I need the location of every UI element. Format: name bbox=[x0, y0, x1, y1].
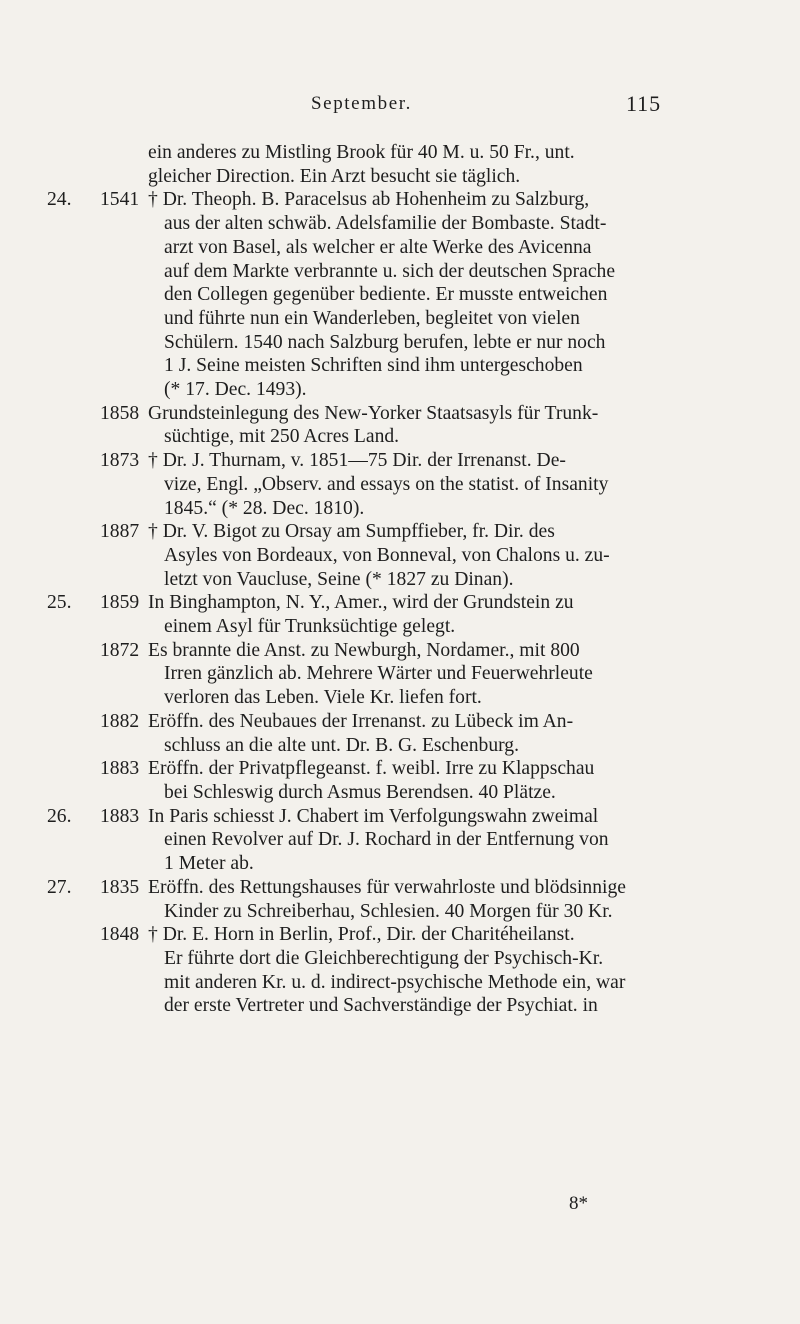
text-line: süchtige, mit 250 Acres Land. bbox=[164, 426, 400, 448]
entry-year: 1882 bbox=[100, 710, 140, 732]
entry-year: 1883 bbox=[100, 758, 140, 780]
text-line: In Binghampton, N. Y., Amer., wird der Grundstein zu bbox=[148, 592, 574, 614]
text-line: Grundsteinlegung des New-Yorker Staatsasyls für Trunk- bbox=[148, 402, 599, 424]
chronicle-entry bbox=[0, 876, 800, 923]
text-line: mit anderen Kr. u. d. indirect-psychische Methode ein, war bbox=[164, 971, 626, 993]
running-title: September. bbox=[311, 93, 412, 114]
entry-text bbox=[148, 591, 664, 638]
entry-year: 1883 bbox=[100, 805, 140, 827]
text-line: † Dr. E. Horn in Berlin, Prof., Dir. der Charitéheilanst. bbox=[148, 924, 575, 946]
text-line: gleicher Direction. Ein Arzt besucht sie täglich. bbox=[148, 165, 521, 187]
entry-year: 1835 bbox=[100, 876, 140, 898]
text-line: Eröffn. des Rettungshauses für verwahrloste und blödsinnige bbox=[148, 876, 626, 898]
text-line: einem Asyl für Trunksüchtige gelegt. bbox=[164, 616, 456, 638]
entry-year: 1859 bbox=[100, 592, 140, 614]
entry-year: 1858 bbox=[100, 402, 140, 424]
text-line: In Paris schiesst J. Chabert im Verfolgungswahn zweimal bbox=[148, 805, 599, 827]
text-line: den Collegen gegenüber bediente. Er musste entweichen bbox=[164, 284, 608, 306]
text-line: 1 J. Seine meisten Schriften sind ihm untergeschoben bbox=[164, 355, 583, 377]
day-number: 27. bbox=[47, 876, 72, 898]
text-line: arzt von Basel, als welcher er alte Werke des Avicenna bbox=[164, 236, 592, 258]
text-line: ein anderes zu Mistling Brook für 40 M. u. 50 Fr., unt. bbox=[148, 142, 575, 163]
entry-text bbox=[148, 876, 664, 923]
text-line: Es brannte die Anst. zu Newburgh, Nordamer., mit 800 bbox=[148, 639, 580, 661]
entry-text bbox=[148, 757, 664, 804]
text-line: schluss an die alte unt. Dr. B. G. Eschenburg. bbox=[164, 734, 519, 756]
entry-text bbox=[148, 141, 665, 188]
page-number: 115 bbox=[626, 91, 662, 116]
text-line: † Dr. V. Bigot zu Orsay am Sumpffieber, fr. Dir. des bbox=[148, 521, 555, 543]
text-line: 1845.“ (* 28. Dec. 1810). bbox=[164, 497, 365, 519]
chronicle-entry bbox=[0, 923, 800, 1018]
text-line: bei Schleswig durch Asmus Berendsen. 40 Plätze. bbox=[164, 781, 556, 803]
chronicle-entry bbox=[0, 402, 800, 449]
chronicle-entry bbox=[0, 188, 800, 401]
entry-text bbox=[148, 805, 664, 876]
text-line: auf dem Markte verbrannte u. sich der deutschen Sprache bbox=[164, 260, 616, 282]
chronicle-entry bbox=[0, 520, 800, 591]
text-line: Er führte dort die Gleichberechtigung der Psychisch-Kr. bbox=[164, 947, 604, 969]
entry-text bbox=[148, 188, 664, 401]
day-number: 24. bbox=[47, 189, 72, 211]
day-number: 25. bbox=[47, 592, 72, 614]
text-line: Kinder zu Schreiberhau, Schlesien. 40 Morgen für 30 Kr. bbox=[164, 900, 613, 922]
chronicle-entry bbox=[0, 757, 800, 804]
text-line: der erste Vertreter und Sachverständige der Psychiat. in bbox=[164, 995, 598, 1017]
text-line: Eröffn. der Privatpflegeanst. f. weibl. Irre zu Klappschau bbox=[148, 758, 595, 780]
entry-year: 1887 bbox=[100, 521, 140, 543]
text-line: † Dr. J. Thurnam, v. 1851—75 Dir. der Irrenanst. De- bbox=[148, 450, 566, 472]
entry-text bbox=[148, 639, 664, 710]
chronicle-entry bbox=[0, 639, 800, 710]
entry-year: 1541 bbox=[100, 189, 140, 211]
entry-year: 1873 bbox=[100, 450, 140, 472]
entry-year: 1872 bbox=[100, 639, 140, 661]
printer-signature-mark: 8* bbox=[569, 1193, 588, 1214]
text-line: verloren das Leben. Viele Kr. liefen fort. bbox=[164, 687, 482, 709]
entry-text bbox=[148, 520, 664, 591]
day-number: 26. bbox=[47, 805, 72, 827]
text-line: und führte nun ein Wanderleben, begleitet von vielen bbox=[164, 307, 580, 329]
text-line: Eröffn. des Neubaues der Irrenanst. zu Lübeck im An- bbox=[148, 710, 574, 732]
entry-text bbox=[148, 923, 664, 1018]
page-header bbox=[0, 93, 800, 123]
entry-text bbox=[148, 449, 664, 520]
chronicle-entry bbox=[0, 141, 800, 188]
chronicle-entry bbox=[0, 805, 800, 876]
chronicle-entry bbox=[0, 449, 800, 520]
entry-text bbox=[148, 710, 664, 757]
text-line: einen Revolver auf Dr. J. Rochard in der Entfernung von bbox=[164, 829, 609, 851]
entry-year: 1848 bbox=[100, 924, 140, 946]
text-line: vize, Engl. „Observ. and essays on the statist. of Insanity bbox=[164, 473, 609, 495]
text-line: letzt von Vaucluse, Seine (* 1827 zu Dinan). bbox=[164, 568, 514, 590]
text-line: Asyles von Bordeaux, von Bonneval, von Chalons u. zu- bbox=[164, 544, 610, 566]
chronicle-entry bbox=[0, 591, 800, 638]
text-line: † Dr. Theoph. B. Paracelsus ab Hohenheim zu Salzburg, bbox=[148, 189, 590, 211]
text-line: 1 Meter ab. bbox=[164, 853, 254, 875]
page-body bbox=[0, 141, 800, 1018]
text-line: Irren gänzlich ab. Mehrere Wärter und Feuerwehrleute bbox=[164, 663, 593, 685]
entry-text bbox=[148, 402, 664, 449]
chronicle-entry bbox=[0, 710, 800, 757]
text-line: Schülern. 1540 nach Salzburg berufen, lebte er nur noch bbox=[164, 331, 606, 353]
text-line: aus der alten schwäb. Adelsfamilie der Bombaste. Stadt- bbox=[164, 213, 607, 235]
text-line: (* 17. Dec. 1493). bbox=[164, 379, 307, 401]
